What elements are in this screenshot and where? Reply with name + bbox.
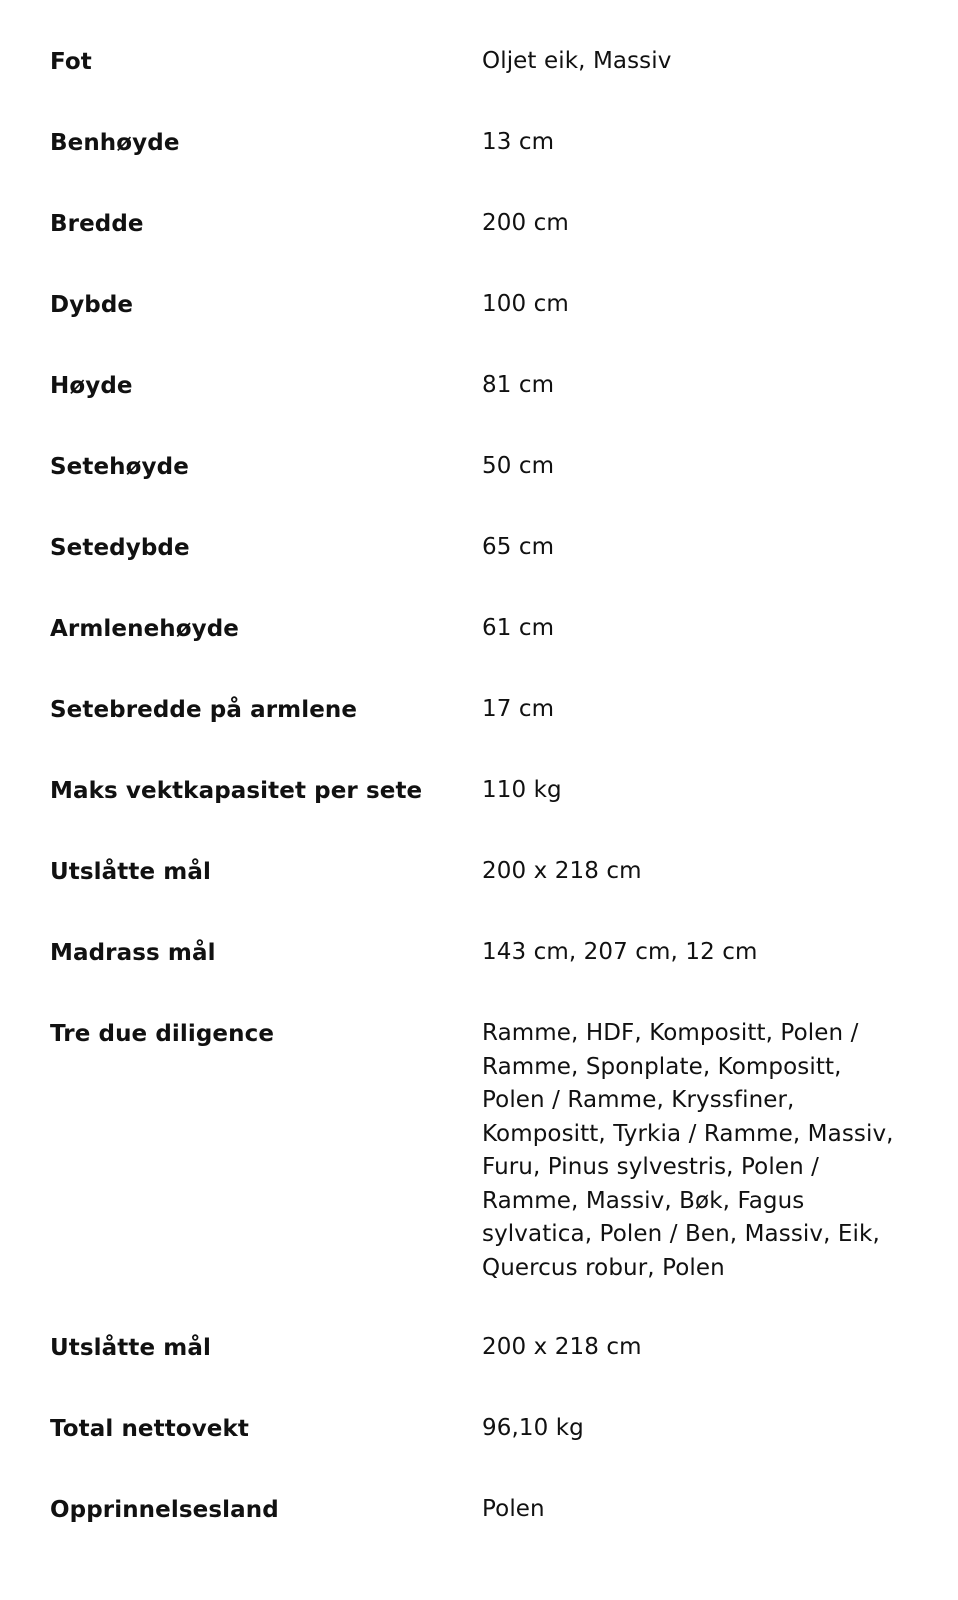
spec-value-armlenehoyde: 61 cm xyxy=(482,615,555,641)
spec-value-bredde: 200 cm xyxy=(482,210,569,236)
spec-label-setedybde: Setedybde xyxy=(50,535,190,561)
spec-label-benhoyde: Benhøyde xyxy=(50,130,180,156)
spec-value-total-nettovekt: 96,10 kg xyxy=(482,1415,584,1441)
spec-value-setebredde-armlene: 17 cm xyxy=(482,696,555,722)
spec-label-setebredde-armlene: Setebredde på armlene xyxy=(50,697,358,723)
spec-label-utslatte-mal-2: Utslåtte mål xyxy=(50,1335,211,1361)
spec-label-bredde: Bredde xyxy=(50,211,144,237)
spec-value-hoyde: 81 cm xyxy=(482,372,555,398)
spec-value-setedybde: 65 cm xyxy=(482,534,555,560)
spec-value-fot: Oljet eik, Massiv xyxy=(482,48,672,74)
spec-value-maks-vektkapasitet: 110 kg xyxy=(482,777,562,803)
spec-label-hoyde: Høyde xyxy=(50,373,133,399)
spec-value-utslatte-mal-2: 200 x 218 cm xyxy=(482,1334,642,1360)
spec-label-dybde: Dybde xyxy=(50,292,134,318)
spec-value-opprinnelsesland: Polen xyxy=(482,1496,545,1522)
spec-label-madrass-mal: Madrass mål xyxy=(50,940,216,966)
spec-label-utslatte-mal: Utslåtte mål xyxy=(50,859,211,885)
spec-value-setehoyde: 50 cm xyxy=(482,453,555,479)
spec-label-fot: Fot xyxy=(50,49,92,75)
spec-value-utslatte-mal: 200 x 218 cm xyxy=(482,858,642,884)
spec-value-benhoyde: 13 cm xyxy=(482,129,555,155)
spec-value-dybde: 100 cm xyxy=(482,291,569,317)
product-spec-table xyxy=(50,0,908,1528)
spec-label-opprinnelsesland: Opprinnelsesland xyxy=(50,1497,279,1523)
spec-label-tre-due-diligence: Tre due diligence xyxy=(50,1021,275,1047)
spec-label-armlenehoyde: Armlenehøyde xyxy=(50,616,239,642)
spec-label-setehoyde: Setehøyde xyxy=(50,454,189,480)
spec-value-madrass-mal: 143 cm, 207 cm, 12 cm xyxy=(482,939,758,965)
spec-label-maks-vektkapasitet: Maks vektkapasitet per sete xyxy=(50,778,423,804)
spec-value-tre-due-diligence: Ramme, HDF, Kompositt, Polen / Ramme, Sponplate, Kompositt, Polen / Ramme, Kryssfiner, Kompositt, Tyrkia / Ramme, Massiv, Furu, Pinus sylvestris, Polen / Ramme, Massiv, Bøk, Fagus sylvatica, Polen / Ben, Massiv, Eik, Quercus robur, Polen xyxy=(482,1020,894,1281)
spec-label-total-nettovekt: Total nettovekt xyxy=(50,1416,249,1442)
